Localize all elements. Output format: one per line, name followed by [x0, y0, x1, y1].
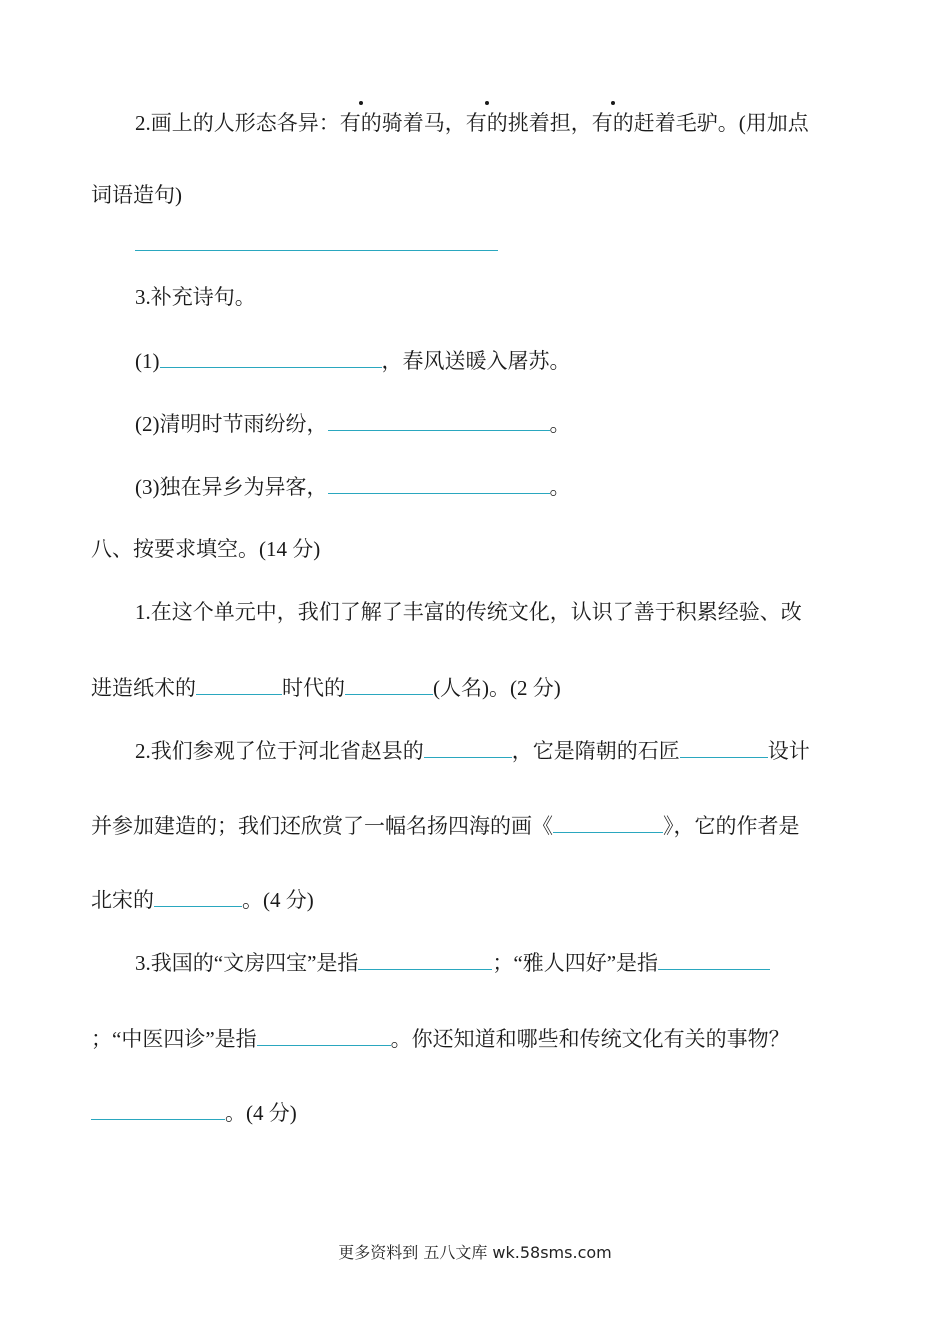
blank-person-name[interactable]	[345, 672, 433, 695]
q8-item3-line1: 3.我国的“文房四宝”是指 ；“雅人四好”是指	[135, 947, 770, 978]
dotted-word-2: 有的	[466, 111, 508, 135]
poem-line-1: (1) ，春风送暖入屠苏。	[135, 345, 571, 376]
blank-painter[interactable]	[154, 884, 242, 907]
section-8-heading: 八、按要求填空。(14 分)	[91, 537, 321, 561]
answer-line-sentence[interactable]	[135, 250, 498, 251]
q8-item3-line3: 。(4 分)	[91, 1097, 297, 1128]
q8-item1-line1: 1.在这个单元中，我们了解了丰富的传统文化，认识了善于积累经验、改	[135, 600, 802, 624]
dotted-word-1: 有的	[340, 111, 382, 135]
q7-item2-mid1: 骑着马，	[381, 111, 466, 135]
poem-line-3: (3)独在异乡为异客， 。	[135, 471, 571, 502]
q8-item1-line2: 进造纸术的 时代的 (人名)。(2 分)	[91, 672, 561, 703]
q7-item2-line2: 词语造句)	[91, 183, 182, 207]
q7-item3-title: 3.补充诗句。	[135, 285, 256, 309]
dotted-word-3: 有的	[592, 111, 634, 135]
q7-item2-mid3: 赶着毛驴。(用加点	[633, 111, 809, 135]
q7-item2-prefix: 2.画上的人形态各异：	[135, 111, 340, 135]
blank-four-diagnoses[interactable]	[257, 1023, 391, 1046]
poem-blank-2[interactable]	[328, 408, 550, 431]
footer-source: 更多资料到 五八文库 wk.58sms.com	[338, 1243, 612, 1262]
q8-item2-line2: 并参加建造的；我们还欣赏了一幅名扬四海的画《 》，它的作者是	[91, 810, 800, 841]
blank-painting[interactable]	[553, 810, 663, 833]
blank-bridge[interactable]	[424, 735, 512, 758]
poem-line-2: (2)清明时节雨纷纷， 。	[135, 408, 571, 439]
blank-four-treasures[interactable]	[358, 947, 492, 970]
q7-item2-mid2: 挑着担，	[507, 111, 592, 135]
poem-blank-1[interactable]	[160, 345, 382, 368]
q7-item2-line1	[135, 108, 809, 138]
q8-item2-line3: 北宋的 。(4 分)	[91, 884, 314, 915]
blank-four-pastimes[interactable]	[658, 947, 770, 970]
q8-item3-line2: ；“中医四诊”是指 。你还知道和哪些和传统文化有关的事物？	[91, 1023, 790, 1054]
blank-dynasty[interactable]	[196, 672, 282, 695]
poem-blank-3[interactable]	[328, 471, 550, 494]
blank-other-things[interactable]	[91, 1097, 225, 1120]
blank-mason[interactable]	[680, 735, 768, 758]
q8-item2-line1: 2.我们参观了位于河北省赵县的 ，它是隋朝的石匠 设计	[135, 735, 810, 766]
